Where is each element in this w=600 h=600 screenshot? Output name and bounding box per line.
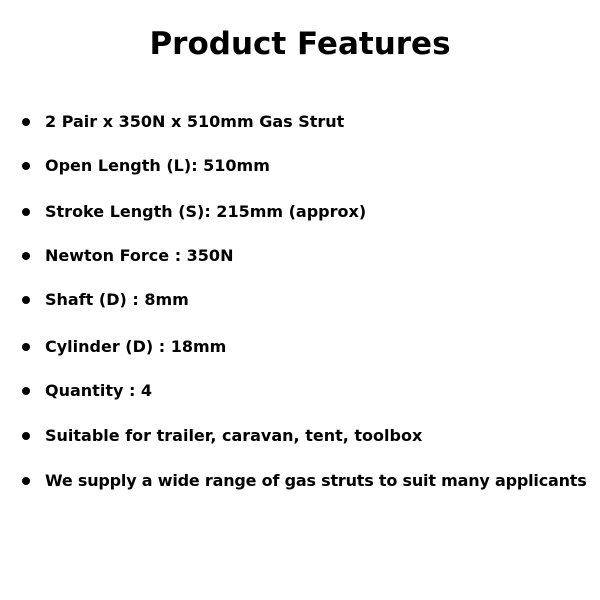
- feature-text: Quantity : 4: [45, 381, 153, 400]
- bullet-icon: [22, 252, 30, 260]
- bullet-icon: [22, 387, 30, 395]
- feature-text: Open Length (L): 510mm: [45, 156, 270, 175]
- feature-item: [22, 468, 587, 494]
- bullet-icon: [22, 296, 30, 304]
- feature-text: Stroke Length (S): 215mm (approx): [45, 202, 367, 221]
- bullet-icon: [22, 477, 30, 485]
- feature-item: [22, 243, 233, 269]
- feature-item: [22, 334, 226, 360]
- feature-text: Newton Force : 350N: [45, 246, 234, 265]
- bullet-icon: [22, 118, 30, 126]
- bullet-icon: [22, 162, 30, 170]
- feature-text: We supply a wide range of gas struts to suit many applicants: [45, 471, 587, 490]
- feature-item: [22, 423, 422, 449]
- feature-text: Shaft (D) : 8mm: [45, 290, 189, 309]
- feature-item: [22, 287, 189, 313]
- feature-item: [22, 199, 366, 225]
- bullet-icon: [22, 208, 30, 216]
- feature-item: [22, 153, 270, 179]
- feature-item: [22, 378, 152, 404]
- feature-item: [22, 109, 344, 135]
- feature-text: 2 Pair x 350N x 510mm Gas Strut: [45, 112, 345, 131]
- page-title: Product Features: [149, 26, 451, 62]
- bullet-icon: [22, 432, 30, 440]
- feature-text: Suitable for trailer, caravan, tent, toolbox: [45, 426, 423, 445]
- feature-text: Cylinder (D) : 18mm: [45, 337, 227, 356]
- bullet-icon: [22, 343, 30, 351]
